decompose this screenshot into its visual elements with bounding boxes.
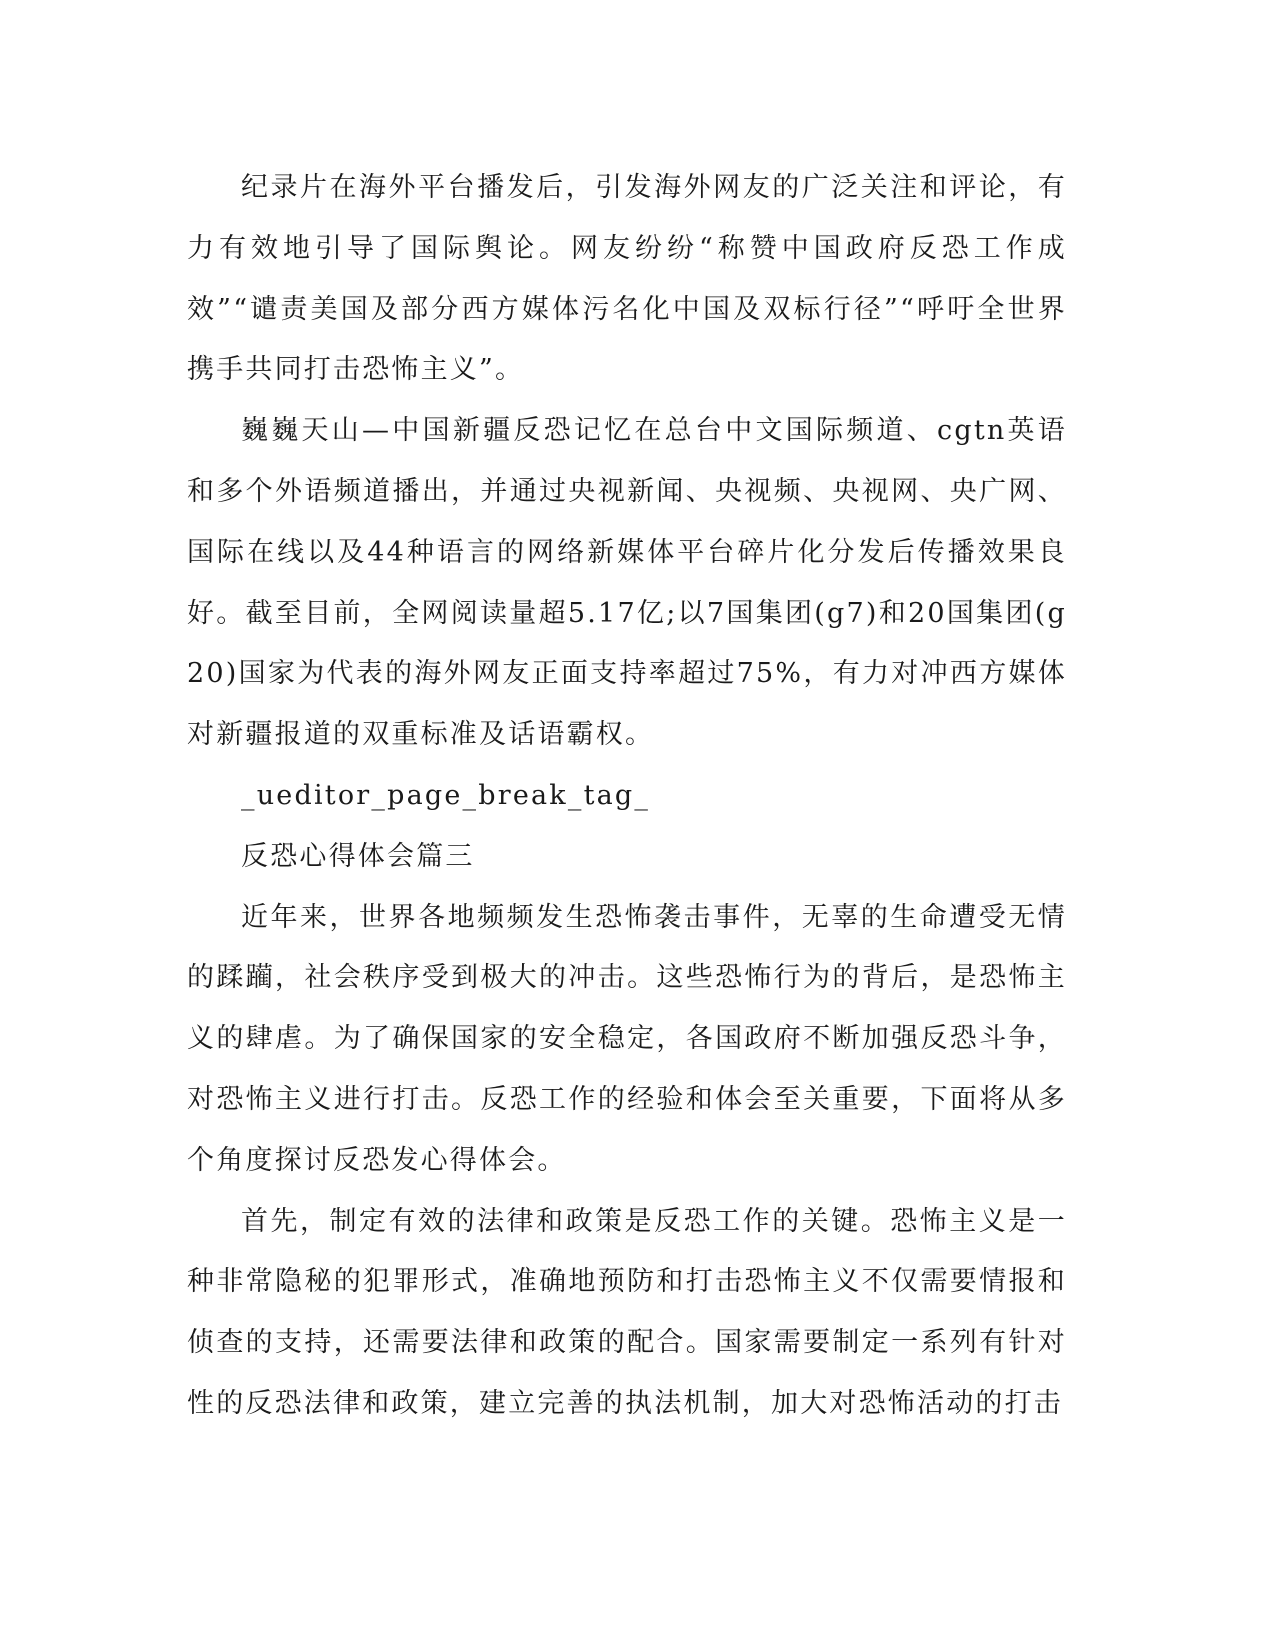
document-body: [187, 158, 1067, 1435]
paragraph-terror-attacks: 近年来，世界各地频频发生恐怖袭击事件，无辜的生命遭受无情的蹂躏，社会秩序受到极大的冲击。这些恐怖行为的背后，是恐怖主义的肆虐。为了确保国家的安全稳定，各国政府不断加强反恐斗争，对恐怖主义进行打击。反恐工作的经验和体会至关重要，下面将从多个角度探讨反恐发心得体会。: [187, 901, 1067, 1176]
page-break-tag: _ueditor_page_break_tag_: [241, 779, 651, 811]
paragraph-documentary-reaction: 纪录片在海外平台播发后，引发海外网友的广泛关注和评论，有力有效地引导了国际舆论。网友纷纷“称赞中国政府反恐工作成效”“谴责美国及部分西方媒体污名化中国及双标行径”“呼吁全世界携手共同打击恐怖主义”。: [187, 172, 1067, 386]
section-heading: 反恐心得体会篇三: [241, 840, 475, 872]
paragraph-law-and-policy: 首先，制定有效的法律和政策是反恐工作的关键。恐怖主义是一种非常隐秘的犯罪形式，准确地预防和打击恐怖主义不仅需要情报和侦查的支持，还需要法律和政策的配合。国家需要制定一系列有针对性的反恐法律和政策，建立完善的执法机制，加大对恐怖活动的打击: [187, 1205, 1067, 1419]
paragraph-tianshan-broadcast: 巍巍天山—中国新疆反恐记忆在总台中文国际频道、cgtn英语和多个外语频道播出，并通过央视新闻、央视频、央视网、央广网、国际在线以及44种语言的网络新媒体平台碎片化分发后传播效果良好。截至目前，全网阅读量超5.17亿;以7国集团(g7)和20国集团(g20)国家为代表的海外网友正面支持率超过75%，有力对冲西方媒体对新疆报道的双重标准及话语霸权。: [187, 415, 1067, 751]
